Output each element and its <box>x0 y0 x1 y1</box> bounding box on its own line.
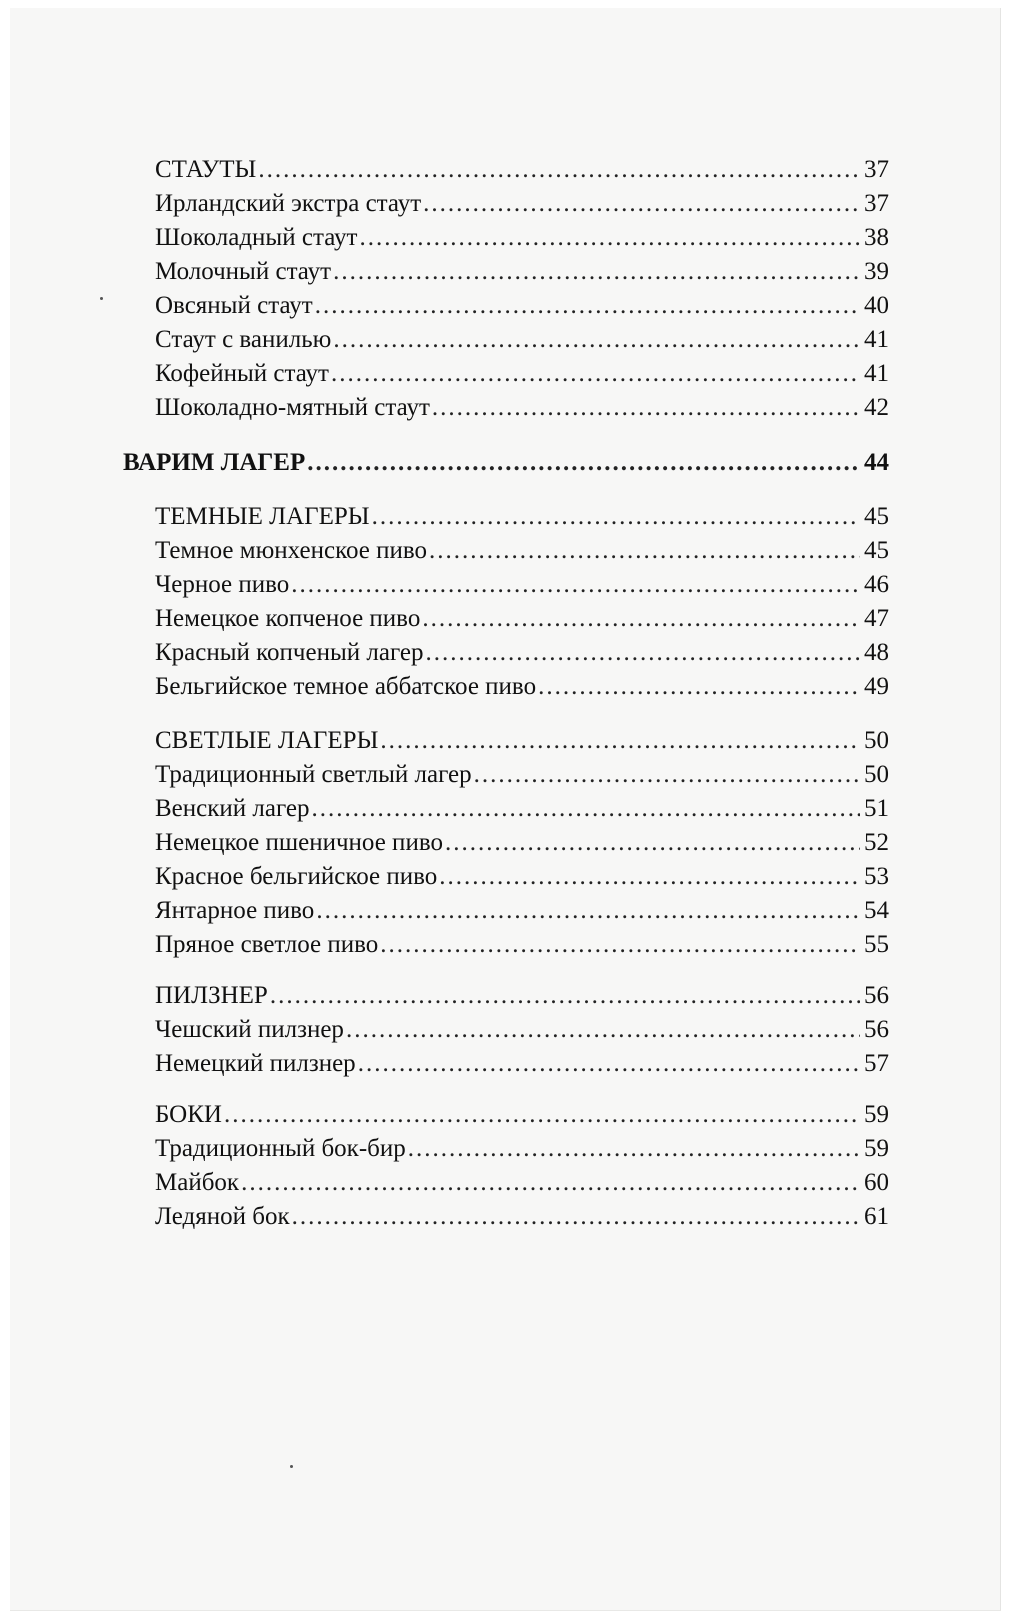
toc-entry <box>155 860 889 894</box>
toc-entry-page: 52 <box>864 829 889 856</box>
toc-entry-title: Немецкий пилзнер <box>155 1050 356 1077</box>
toc-entry-title: Ледяной бок <box>155 1203 290 1230</box>
toc-entry-page: 41 <box>864 360 889 387</box>
dot-leader <box>224 1098 860 1132</box>
toc-entry <box>155 928 889 962</box>
dot-leader <box>439 860 860 894</box>
toc-entry-page: 50 <box>864 727 889 754</box>
toc-entry-page: 45 <box>864 503 889 530</box>
toc-entry <box>155 534 889 568</box>
toc-entry <box>155 894 889 928</box>
dot-leader <box>538 670 860 704</box>
toc-entry-page: 47 <box>864 605 889 632</box>
toc-entry <box>155 1200 889 1234</box>
toc-entry-page: 59 <box>864 1101 889 1128</box>
toc-entry-title: ТЕМНЫЕ ЛАГЕРЫ <box>155 503 370 530</box>
toc-entry-page: 38 <box>864 224 889 251</box>
toc-entry <box>155 1166 889 1200</box>
toc-entry-title: Шоколадно-мятный стаут <box>155 394 430 421</box>
dot-leader <box>423 187 860 221</box>
toc-entry <box>155 255 889 289</box>
dot-leader <box>408 1132 860 1166</box>
toc-entry-page: 57 <box>864 1050 889 1077</box>
toc-entry-page: 53 <box>864 863 889 890</box>
dot-leader <box>372 500 860 534</box>
dot-leader <box>380 724 860 758</box>
dot-leader <box>346 1013 860 1047</box>
toc-entry-title: Стаут с ванилью <box>155 326 332 353</box>
dot-leader <box>429 534 860 568</box>
dot-leader <box>312 792 861 826</box>
toc-entry-page: 46 <box>864 571 889 598</box>
toc-entry-title: Бельгийское темное аббатское пиво <box>155 673 537 700</box>
toc-entry <box>155 979 889 1013</box>
toc-entry <box>155 1098 889 1132</box>
toc-entry <box>155 500 889 534</box>
toc-entry-title: Кофейный стаут <box>155 360 329 387</box>
toc-entry-title: Овсяный стаут <box>155 292 313 319</box>
toc-entry-page: 56 <box>864 1016 889 1043</box>
toc-entry <box>155 636 889 670</box>
toc-entry-title: СВЕТЛЫЕ ЛАГЕРЫ <box>155 727 379 754</box>
toc-entry-title: Традиционный бок-бир <box>155 1135 406 1162</box>
dot-leader <box>432 391 860 425</box>
toc-entry-title: Красный копченый лагер <box>155 639 424 666</box>
toc-entry-title: Красное бельгийское пиво <box>155 863 438 890</box>
scan-speck <box>290 1465 293 1468</box>
dot-leader <box>307 446 860 480</box>
dot-leader <box>358 1047 860 1081</box>
toc-entry-title: Черное пиво <box>155 571 290 598</box>
toc-entry <box>155 1132 889 1166</box>
toc-entry-page: 40 <box>864 292 889 319</box>
toc-entry-title: Темное мюнхенское пиво <box>155 537 428 564</box>
toc-entry-title: Молочный стаут <box>155 258 332 285</box>
toc-entry-title: СТАУТЫ <box>155 156 257 183</box>
toc-entry <box>155 153 889 187</box>
toc-entry-title: Янтарное пиво <box>155 897 315 924</box>
toc-entry <box>155 670 889 704</box>
toc-entry-title: ПИЛЗНЕР <box>155 982 268 1009</box>
toc-entry <box>155 221 889 255</box>
toc-entry-title: Немецкое пшеничное пиво <box>155 829 443 856</box>
toc-entry-page: 61 <box>864 1203 889 1230</box>
scan-speck <box>100 297 103 300</box>
toc-entry-page: 54 <box>864 897 889 924</box>
toc-entry <box>155 391 889 425</box>
toc-entry <box>155 1047 889 1081</box>
toc-entry <box>155 758 889 792</box>
toc-entry <box>155 602 889 636</box>
toc-entry-title: Майбок <box>155 1169 240 1196</box>
toc-entry-page: 51 <box>864 795 889 822</box>
dot-leader <box>422 602 860 636</box>
toc-entry-page: 48 <box>864 639 889 666</box>
dot-leader <box>331 357 860 391</box>
toc-chapter-page: 44 <box>864 449 889 476</box>
toc-entry-page: 42 <box>864 394 889 421</box>
toc-entry <box>155 187 889 221</box>
dot-leader <box>359 221 860 255</box>
dot-leader <box>241 1166 860 1200</box>
toc-entry-page: 49 <box>864 673 889 700</box>
dot-leader <box>445 826 860 860</box>
toc-entry <box>155 1013 889 1047</box>
dot-leader <box>380 928 860 962</box>
toc-entry-page: 41 <box>864 326 889 353</box>
dot-leader <box>315 289 860 323</box>
toc-entry <box>155 724 889 758</box>
toc-entry <box>155 826 889 860</box>
toc-entry-page: 60 <box>864 1169 889 1196</box>
toc-entry-title: Чешский пилзнер <box>155 1016 344 1043</box>
toc-entry-page: 55 <box>864 931 889 958</box>
toc-entry-title: Ирландский экстра стаут <box>155 190 422 217</box>
toc-entry <box>155 792 889 826</box>
toc-entry <box>155 289 889 323</box>
toc-entry-title: Традиционный светлый лагер <box>155 761 472 788</box>
toc-chapter-title: ВАРИМ ЛАГЕР <box>123 449 306 476</box>
dot-leader <box>270 979 860 1013</box>
toc-entry-title: Шоколадный стаут <box>155 224 358 251</box>
dot-leader <box>292 1200 860 1234</box>
toc-entry-page: 37 <box>864 156 889 183</box>
toc-entry-title: Немецкое копченое пиво <box>155 605 421 632</box>
toc-entry <box>155 357 889 391</box>
dot-leader <box>333 323 860 357</box>
toc-entry-page: 50 <box>864 761 889 788</box>
dot-leader <box>426 636 861 670</box>
dot-leader <box>316 894 860 928</box>
dot-leader <box>258 153 860 187</box>
toc-entry-page: 59 <box>864 1135 889 1162</box>
toc-entry <box>155 568 889 602</box>
toc-entry-page: 37 <box>864 190 889 217</box>
toc-chapter <box>123 446 889 480</box>
dot-leader <box>291 568 860 602</box>
toc-entry-title: Венский лагер <box>155 795 310 822</box>
dot-leader <box>474 758 860 792</box>
toc-entry-title: БОКИ <box>155 1101 222 1128</box>
toc-entry <box>155 323 889 357</box>
toc-entry-title: Пряное светлое пиво <box>155 931 379 958</box>
toc-entry-page: 45 <box>864 537 889 564</box>
dot-leader <box>333 255 860 289</box>
toc-entry-page: 39 <box>864 258 889 285</box>
toc-entry-page: 56 <box>864 982 889 1009</box>
